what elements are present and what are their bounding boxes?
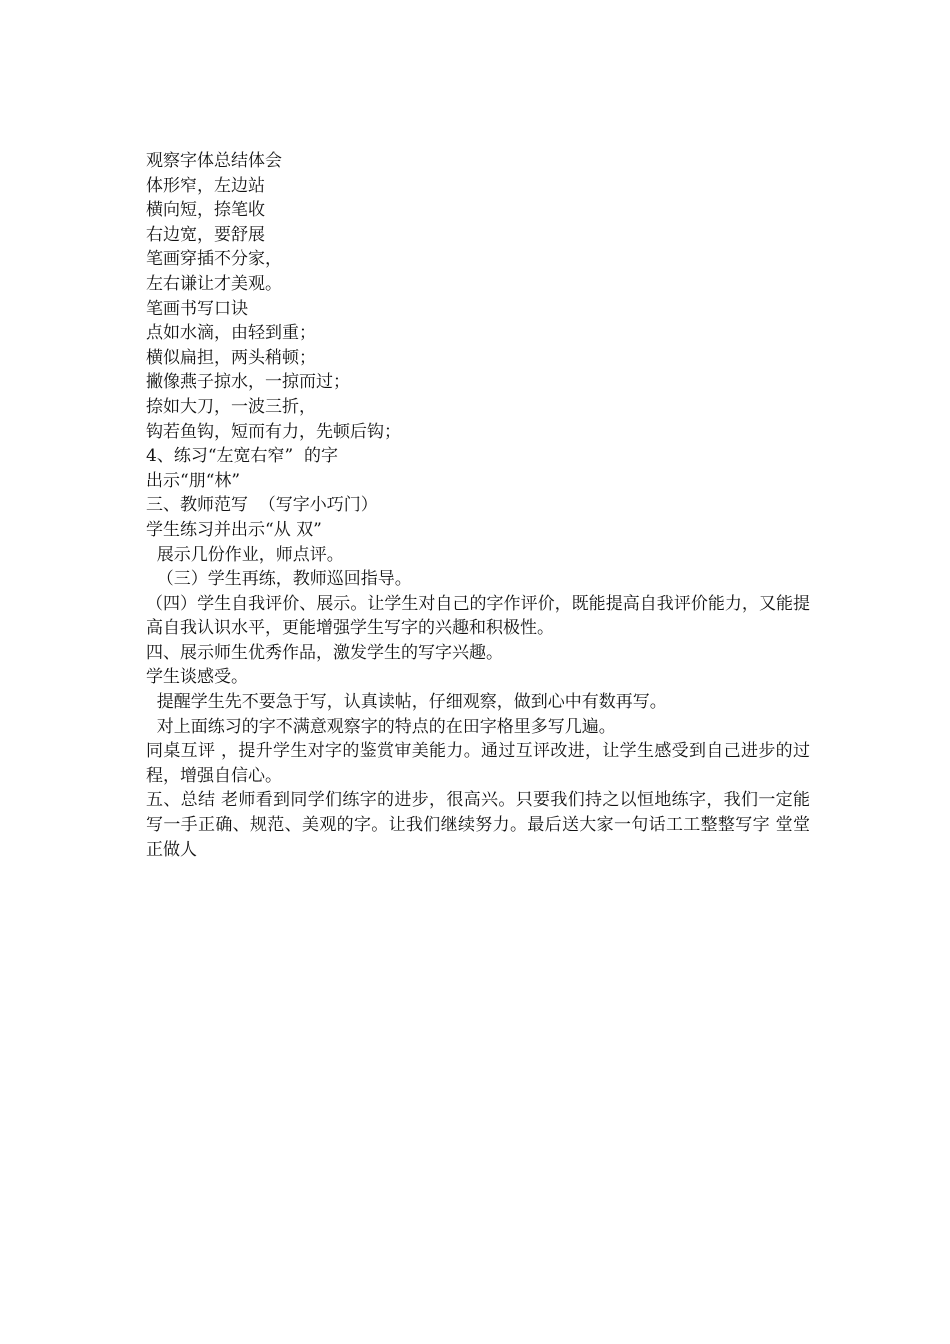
text-line: 横向短，捺笔收: [146, 200, 265, 221]
text-line: （三）学生再练，教师巡回指导。: [146, 569, 412, 590]
text-line: 四、展示师生优秀作品，激发学生的写字兴趣。: [146, 642, 503, 663]
text-line: 笔画书写口诀: [146, 298, 248, 319]
text-line: 出示“朋“林”: [146, 470, 241, 491]
text-line: 左右谦让才美观。: [146, 273, 282, 294]
text-line: 学生谈感受。: [146, 667, 248, 688]
text-line: 体形窄，左边站: [146, 175, 265, 196]
text-paragraph: （四）学生自我评价、展示。让学生对自己的字作评价，既能提高自我评价能力，又能提高自我认识水平，更能增强学生写字的兴趣和积极性。: [146, 593, 810, 639]
document-body: [146, 149, 810, 862]
text-line: 捺如大刀，一波三折，: [146, 396, 316, 417]
text-line: 4、练习“左宽右窄” 的字: [146, 446, 339, 467]
text-line: 撇像燕子掠水，一掠而过；: [146, 372, 350, 393]
text-line: 学生练习并出示“从 双”: [146, 519, 322, 540]
text-line: 对上面练习的字不满意观察字的特点的在田字格里多写几遍。: [146, 716, 616, 737]
text-line: 钩若鱼钩，短而有力，先顿后钩；: [146, 421, 401, 442]
text-line: 笔画穿插不分家，: [146, 249, 282, 270]
text-line: 右边宽，要舒展: [146, 224, 265, 245]
text-line: 展示几份作业，师点评。: [146, 544, 344, 565]
text-line: 提醒学生先不要急于写，认真读帖，仔细观察，做到心中有数再写。: [146, 692, 667, 713]
text-line: 观察字体总结体会: [146, 151, 282, 171]
text-line: 横似扁担，两头稍顿；: [146, 347, 316, 368]
text-line: 三、教师范写 （写字小巧门）: [146, 495, 378, 516]
text-line: 点如水滴，由轻到重；: [146, 323, 316, 344]
text-paragraph: 同桌互评 ，提升学生对字的鉴赏审美能力。通过互评改进，让学生感受到自己进步的过程，增强自信心。: [146, 741, 810, 786]
text-paragraph: 五、总结 老师看到同学们练字的进步，很高兴。只要我们持之以恒地练字，我们一定能写一手正确、规范、美观的字。让我们继续努力。最后送大家一句话工工整整写字 堂堂正做人: [146, 790, 810, 860]
